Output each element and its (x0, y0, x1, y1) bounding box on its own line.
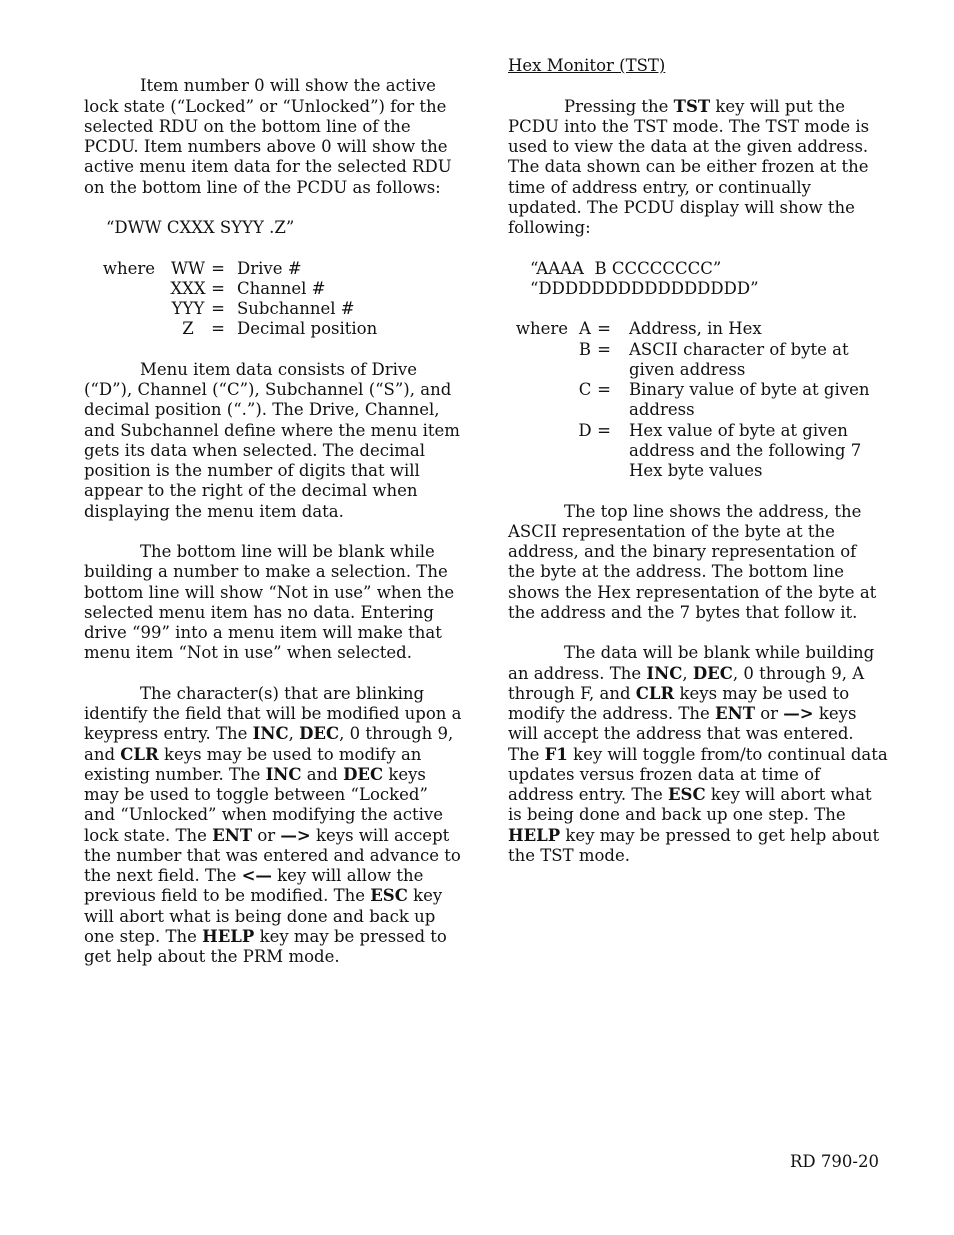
paragraph-building-address: The data will be blank while building an address. The INC, DEC, 0 through 9, A through F, and CLR keys may be used to modify the address. The ENT or —> keys will accept the address that was entered. The F1 key will toggle from/to continual data updates versus frozen data at time of address entry. The ESC key will abort what is being done and back up one step. The HELP key may be pressed to get help about the TST mode. (508, 643, 888, 865)
definition-row (508, 380, 884, 421)
key-name: DEC (299, 724, 340, 744)
paragraph-item-number: Item number 0 will show the active lock state (“Locked” or “Unlocked”) for the selected RDU on the bottom line of the PCDU. Item numbers above 0 will show the active menu item data for the selected RDU on the bottom line of the PCDU as follows: (84, 76, 452, 197)
definition-desc: Address, in Hex (629, 319, 762, 339)
definition-symbol: WW (171, 258, 205, 278)
definition-desc: Hex value of byte at given address and the following 7 Hex byte values (629, 420, 862, 480)
definition-equals: = (211, 319, 225, 339)
key-name: <— (241, 866, 272, 885)
key-name: ESC (667, 785, 706, 804)
definition-row (84, 279, 377, 299)
spacer (84, 522, 464, 542)
key-name: TST (673, 96, 711, 116)
definition-symbol: YYY (171, 299, 205, 318)
definition-equals: = (597, 319, 611, 339)
key-name: ENT (212, 825, 253, 845)
definition-list (508, 319, 884, 481)
definition-row (84, 299, 377, 319)
right-column (508, 56, 888, 866)
spacer (84, 340, 464, 360)
key-name: HELP (202, 926, 255, 946)
definition-equals: = (211, 258, 225, 278)
format-line-top: “AAAA B CCCCCCCC” (530, 258, 722, 278)
definition-desc: Subchannel # (237, 299, 355, 318)
definition-desc: Drive # (237, 258, 302, 278)
definition-symbol: XXX (170, 278, 206, 298)
left-column (84, 56, 464, 967)
paragraph-menu-item-data: Menu item data consists of Drive (“D”), Channel (“C”), Subchannel (“S”), and decimal position (“.”). The Drive, Channel, and Subchannel define where the menu item gets its data when selected. The decimal position is the number of digits that will appear to the right of the decimal when displaying the menu item data. (84, 359, 460, 521)
definition-symbol: A (579, 319, 591, 339)
spacer (508, 623, 888, 643)
key-name: ESC (370, 886, 408, 906)
spacer (508, 299, 888, 319)
definition-row (508, 319, 884, 339)
key-name: INC (265, 764, 302, 784)
spacer (508, 238, 888, 258)
definition-list (84, 259, 377, 340)
where-label: where (515, 319, 568, 339)
spacer (508, 481, 888, 501)
definition-symbol: B (578, 339, 592, 359)
paragraph-bottom-line: The bottom line will be blank while building a number to make a selection. The bottom line will show “Not in use” when the selected menu item has no data. Entering drive “99” into a menu item will make that menu item “Not in use” when selected. (84, 542, 455, 663)
definition-row (84, 259, 377, 279)
definition-desc: Channel # (237, 278, 326, 298)
section-heading: Hex Monitor (TST) (508, 56, 666, 75)
definition-desc: Decimal position (237, 319, 378, 339)
key-name: —> (783, 704, 814, 723)
definition-desc: Binary value of byte at given address (629, 380, 870, 420)
definition-equals: = (597, 380, 611, 399)
spacer (84, 198, 464, 218)
definition-symbol: C (578, 380, 592, 399)
paragraph-tst-key: Pressing the TST key will put the PCDU into the TST mode. The TST mode is used to view the data at the given address. The data shown can be either frozen at the time of address entry, or continually updated. The PCDU display will show the following: (508, 96, 870, 237)
key-name: HELP (508, 825, 561, 845)
definition-row (84, 319, 377, 339)
format-line-bottom: “DDDDDDDDDDDDDDDD” (530, 278, 759, 298)
key-name: ENT (715, 704, 755, 723)
key-name: F1 (544, 744, 568, 764)
definition-equals: = (597, 339, 611, 359)
spacer (84, 56, 464, 76)
definition-desc: ASCII character of byte at given address (629, 339, 849, 379)
definition-equals: = (211, 299, 225, 318)
key-name: INC (252, 724, 289, 744)
definition-symbol: Z (182, 319, 194, 339)
key-name: —> (280, 825, 311, 845)
key-name: INC (646, 663, 683, 683)
key-name: DEC (343, 764, 384, 784)
spacer (84, 238, 464, 258)
definition-row (508, 340, 884, 381)
definition-equals: = (211, 278, 225, 298)
paragraph-top-line: The top line shows the address, the ASCII representation of the byte at the address, and the binary representation of the byte at the address. The bottom line shows the Hex representation of the byte at the address and the 7 bytes that follow it. (508, 501, 877, 622)
definition-row (508, 421, 884, 482)
page-number: RD 790-20 (790, 1152, 879, 1171)
definition-symbol: D (578, 420, 592, 440)
where-label: where (102, 258, 155, 278)
format-line: “DWW CXXX SYYY .Z” (106, 218, 295, 237)
paragraph-blinking-fields: The character(s) that are blinking identify the field that will be modified upon a keypress entry. The INC, DEC, 0 through 9, and CLR keys may be used to modify an existing number. The INC and DEC keys may be used to toggle between “Locked” and “Unlocked” when modifying the active lock state. The ENT or —> keys will accept the number that was entered and advance to the next field. The <— key will allow the previous field to be modified. The ESC key will abort what is being done and back up one step. The HELP key may be pressed to get help about the PRM mode. (84, 683, 462, 966)
key-name: DEC (692, 663, 733, 683)
definition-equals: = (597, 420, 611, 440)
spacer (84, 664, 464, 684)
spacer (508, 76, 888, 96)
key-name: CLR (120, 744, 159, 764)
key-name: CLR (635, 683, 675, 703)
